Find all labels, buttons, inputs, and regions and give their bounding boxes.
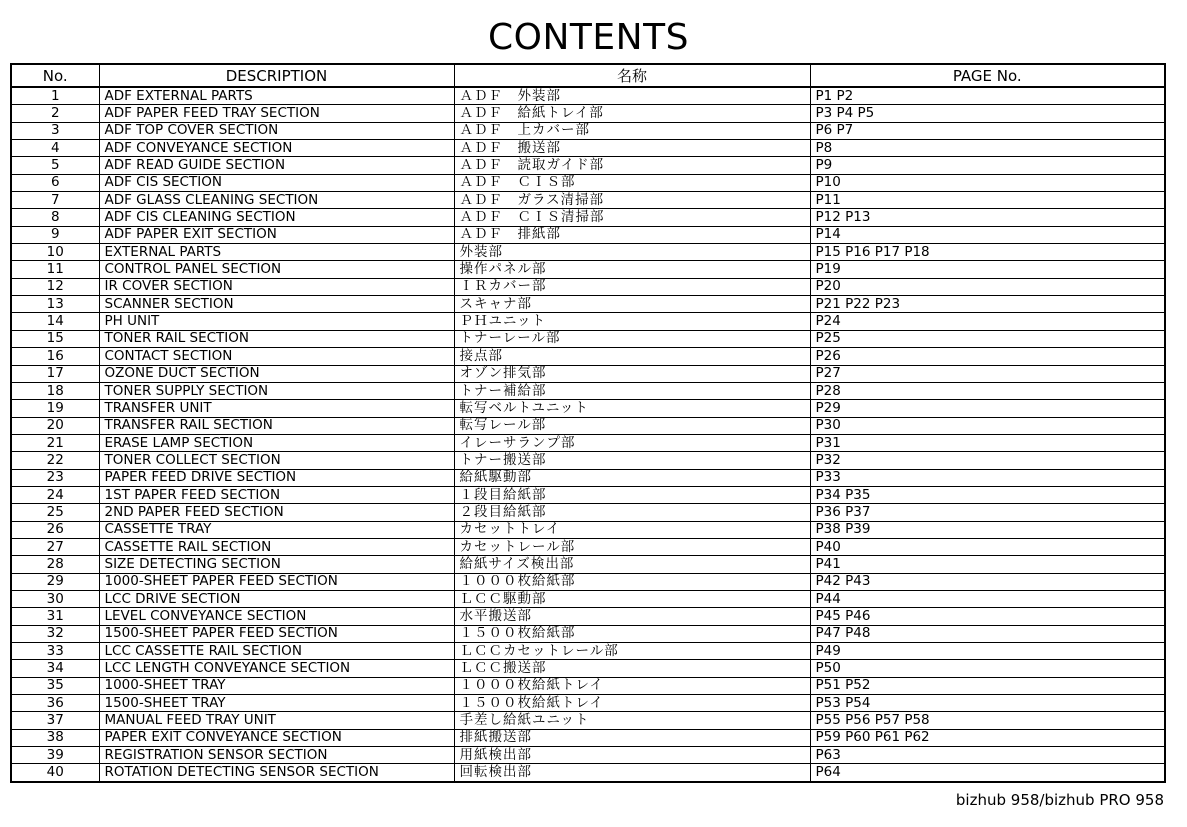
row-japanese-name: 給紙サイズ検出部 bbox=[454, 556, 810, 573]
row-page-numbers: P6 P7 bbox=[810, 122, 1164, 139]
contents-body bbox=[12, 87, 1164, 781]
row-number: 34 bbox=[12, 660, 99, 677]
row-japanese-name: スキャナ部 bbox=[454, 296, 810, 313]
row-page-numbers: P50 bbox=[810, 660, 1164, 677]
row-page-numbers: P59 P60 P61 P62 bbox=[810, 729, 1164, 746]
table-row bbox=[12, 417, 1164, 434]
row-japanese-name: ＡＤＦ 搬送部 bbox=[454, 140, 810, 157]
row-japanese-name: ＡＤＦ 外装部 bbox=[454, 87, 810, 105]
row-number: 19 bbox=[12, 400, 99, 417]
row-number: 22 bbox=[12, 452, 99, 469]
row-japanese-name: ＡＤＦ ＣＩＳ部 bbox=[454, 174, 810, 191]
row-japanese-name: ＬＣＣ駆動部 bbox=[454, 590, 810, 607]
row-description: TRANSFER RAIL SECTION bbox=[99, 417, 454, 434]
row-number: 31 bbox=[12, 608, 99, 625]
table-row bbox=[12, 365, 1164, 382]
row-number: 6 bbox=[12, 174, 99, 191]
table-row bbox=[12, 556, 1164, 573]
row-page-numbers: P28 bbox=[810, 382, 1164, 399]
row-japanese-name: 外装部 bbox=[454, 244, 810, 261]
table-row bbox=[12, 712, 1164, 729]
row-number: 1 bbox=[12, 87, 99, 105]
row-number: 36 bbox=[12, 695, 99, 712]
table-row bbox=[12, 677, 1164, 694]
row-japanese-name: カセットレール部 bbox=[454, 538, 810, 555]
row-page-numbers: P9 bbox=[810, 157, 1164, 174]
row-japanese-name: ＡＤＦ 上カバー部 bbox=[454, 122, 810, 139]
row-number: 7 bbox=[12, 192, 99, 209]
row-page-numbers: P47 P48 bbox=[810, 625, 1164, 642]
header-description: DESCRIPTION bbox=[99, 65, 454, 87]
row-japanese-name: ＡＤＦ 読取ガイド部 bbox=[454, 157, 810, 174]
row-number: 28 bbox=[12, 556, 99, 573]
row-page-numbers: P10 bbox=[810, 174, 1164, 191]
row-description: LEVEL CONVEYANCE SECTION bbox=[99, 608, 454, 625]
row-japanese-name: ＡＤＦ 排紙部 bbox=[454, 226, 810, 243]
table-row bbox=[12, 625, 1164, 642]
row-number: 13 bbox=[12, 296, 99, 313]
row-page-numbers: P33 bbox=[810, 469, 1164, 486]
row-number: 32 bbox=[12, 625, 99, 642]
row-page-numbers: P29 bbox=[810, 400, 1164, 417]
row-description: 1000-SHEET PAPER FEED SECTION bbox=[99, 573, 454, 590]
table-row bbox=[12, 140, 1164, 157]
row-description: EXTERNAL PARTS bbox=[99, 244, 454, 261]
table-row bbox=[12, 382, 1164, 399]
row-description: LCC CASSETTE RAIL SECTION bbox=[99, 643, 454, 660]
row-japanese-name: ２段目給紙部 bbox=[454, 504, 810, 521]
table-row bbox=[12, 192, 1164, 209]
row-description: CASSETTE RAIL SECTION bbox=[99, 538, 454, 555]
row-japanese-name: ＬＣＣカセットレール部 bbox=[454, 643, 810, 660]
row-description: TRANSFER UNIT bbox=[99, 400, 454, 417]
table-row bbox=[12, 486, 1164, 503]
row-japanese-name: １０００枚給紙部 bbox=[454, 573, 810, 590]
row-number: 30 bbox=[12, 590, 99, 607]
row-page-numbers: P44 bbox=[810, 590, 1164, 607]
row-number: 38 bbox=[12, 729, 99, 746]
row-japanese-name: １０００枚給紙トレイ bbox=[454, 677, 810, 694]
table-row bbox=[12, 747, 1164, 764]
row-number: 25 bbox=[12, 504, 99, 521]
row-japanese-name: 排紙搬送部 bbox=[454, 729, 810, 746]
row-japanese-name: ＡＤＦ ＣＩＳ清掃部 bbox=[454, 209, 810, 226]
model-footer: bizhub 958/bizhub PRO 958 bbox=[955, 791, 1164, 809]
row-number: 2 bbox=[12, 105, 99, 122]
table-row bbox=[12, 400, 1164, 417]
contents-table bbox=[12, 65, 1164, 781]
row-page-numbers: P41 bbox=[810, 556, 1164, 573]
row-page-numbers: P34 P35 bbox=[810, 486, 1164, 503]
table-row bbox=[12, 261, 1164, 278]
row-page-numbers: P3 P4 P5 bbox=[810, 105, 1164, 122]
row-description: ADF CIS SECTION bbox=[99, 174, 454, 191]
row-description: SIZE DETECTING SECTION bbox=[99, 556, 454, 573]
row-page-numbers: P42 P43 bbox=[810, 573, 1164, 590]
row-number: 3 bbox=[12, 122, 99, 139]
row-page-numbers: P63 bbox=[810, 747, 1164, 764]
row-japanese-name: 操作パネル部 bbox=[454, 261, 810, 278]
row-page-numbers: P51 P52 bbox=[810, 677, 1164, 694]
table-row bbox=[12, 608, 1164, 625]
row-number: 12 bbox=[12, 278, 99, 295]
table-row bbox=[12, 764, 1164, 781]
row-number: 8 bbox=[12, 209, 99, 226]
row-description: PH UNIT bbox=[99, 313, 454, 330]
row-description: CASSETTE TRAY bbox=[99, 521, 454, 538]
row-description: OZONE DUCT SECTION bbox=[99, 365, 454, 382]
row-description: ADF PAPER FEED TRAY SECTION bbox=[99, 105, 454, 122]
row-page-numbers: P53 P54 bbox=[810, 695, 1164, 712]
row-description: ADF PAPER EXIT SECTION bbox=[99, 226, 454, 243]
row-number: 20 bbox=[12, 417, 99, 434]
row-number: 23 bbox=[12, 469, 99, 486]
table-row bbox=[12, 122, 1164, 139]
table-row bbox=[12, 695, 1164, 712]
row-page-numbers: P14 bbox=[810, 226, 1164, 243]
row-description: ADF GLASS CLEANING SECTION bbox=[99, 192, 454, 209]
row-page-numbers: P26 bbox=[810, 348, 1164, 365]
row-page-numbers: P8 bbox=[810, 140, 1164, 157]
row-number: 18 bbox=[12, 382, 99, 399]
row-page-numbers: P32 bbox=[810, 452, 1164, 469]
row-japanese-name: オゾン排気部 bbox=[454, 365, 810, 382]
table-row bbox=[12, 87, 1164, 105]
table-row bbox=[12, 521, 1164, 538]
row-description: PAPER EXIT CONVEYANCE SECTION bbox=[99, 729, 454, 746]
row-japanese-name: ＡＤＦ 給紙トレイ部 bbox=[454, 105, 810, 122]
row-description: 1000-SHEET TRAY bbox=[99, 677, 454, 694]
row-description: TONER COLLECT SECTION bbox=[99, 452, 454, 469]
header-japanese-name: 名称 bbox=[454, 65, 810, 87]
row-number: 21 bbox=[12, 434, 99, 451]
row-page-numbers: P55 P56 P57 P58 bbox=[810, 712, 1164, 729]
row-number: 37 bbox=[12, 712, 99, 729]
row-description: TONER SUPPLY SECTION bbox=[99, 382, 454, 399]
row-number: 5 bbox=[12, 157, 99, 174]
row-japanese-name: 回転検出部 bbox=[454, 764, 810, 781]
row-page-numbers: P40 bbox=[810, 538, 1164, 555]
row-description: IR COVER SECTION bbox=[99, 278, 454, 295]
table-row bbox=[12, 157, 1164, 174]
row-description: LCC LENGTH CONVEYANCE SECTION bbox=[99, 660, 454, 677]
row-description: ROTATION DETECTING SENSOR SECTION bbox=[99, 764, 454, 781]
row-description: 1ST PAPER FEED SECTION bbox=[99, 486, 454, 503]
row-page-numbers: P25 bbox=[810, 330, 1164, 347]
row-japanese-name: 転写レール部 bbox=[454, 417, 810, 434]
row-page-numbers: P36 P37 bbox=[810, 504, 1164, 521]
row-description: ADF TOP COVER SECTION bbox=[99, 122, 454, 139]
row-page-numbers: P30 bbox=[810, 417, 1164, 434]
row-japanese-name: ＩＲカバー部 bbox=[454, 278, 810, 295]
row-page-numbers: P20 bbox=[810, 278, 1164, 295]
row-page-numbers: P27 bbox=[810, 365, 1164, 382]
row-japanese-name: トナーレール部 bbox=[454, 330, 810, 347]
table-row bbox=[12, 313, 1164, 330]
contents-table-frame bbox=[10, 63, 1166, 783]
row-page-numbers: P1 P2 bbox=[810, 87, 1164, 105]
row-number: 16 bbox=[12, 348, 99, 365]
header-row bbox=[12, 65, 1164, 87]
row-japanese-name: 給紙駆動部 bbox=[454, 469, 810, 486]
row-japanese-name: カセットトレイ bbox=[454, 521, 810, 538]
row-japanese-name: 用紙検出部 bbox=[454, 747, 810, 764]
table-row bbox=[12, 174, 1164, 191]
row-japanese-name: ＡＤＦ ガラス清掃部 bbox=[454, 192, 810, 209]
table-row bbox=[12, 348, 1164, 365]
row-page-numbers: P15 P16 P17 P18 bbox=[810, 244, 1164, 261]
row-page-numbers: P19 bbox=[810, 261, 1164, 278]
row-japanese-name: 転写ベルトユニット bbox=[454, 400, 810, 417]
header-page-no: PAGE No. bbox=[810, 65, 1164, 87]
row-number: 17 bbox=[12, 365, 99, 382]
row-number: 4 bbox=[12, 140, 99, 157]
row-number: 10 bbox=[12, 244, 99, 261]
row-japanese-name: ＰＨユニット bbox=[454, 313, 810, 330]
row-page-numbers: P49 bbox=[810, 643, 1164, 660]
row-number: 27 bbox=[12, 538, 99, 555]
row-description: ADF EXTERNAL PARTS bbox=[99, 87, 454, 105]
table-row bbox=[12, 504, 1164, 521]
row-number: 39 bbox=[12, 747, 99, 764]
table-row bbox=[12, 729, 1164, 746]
table-row bbox=[12, 278, 1164, 295]
row-page-numbers: P64 bbox=[810, 764, 1164, 781]
row-japanese-name: トナー搬送部 bbox=[454, 452, 810, 469]
row-page-numbers: P21 P22 P23 bbox=[810, 296, 1164, 313]
row-number: 15 bbox=[12, 330, 99, 347]
row-description: 1500-SHEET PAPER FEED SECTION bbox=[99, 625, 454, 642]
row-page-numbers: P38 P39 bbox=[810, 521, 1164, 538]
table-row bbox=[12, 105, 1164, 122]
row-description: ADF READ GUIDE SECTION bbox=[99, 157, 454, 174]
row-japanese-name: トナー補給部 bbox=[454, 382, 810, 399]
row-japanese-name: １５００枚給紙トレイ bbox=[454, 695, 810, 712]
table-row bbox=[12, 209, 1164, 226]
row-japanese-name: 接点部 bbox=[454, 348, 810, 365]
row-number: 40 bbox=[12, 764, 99, 781]
row-japanese-name: イレーサランプ部 bbox=[454, 434, 810, 451]
row-description: PAPER FEED DRIVE SECTION bbox=[99, 469, 454, 486]
row-description: 1500-SHEET TRAY bbox=[99, 695, 454, 712]
header-no: No. bbox=[12, 65, 99, 87]
table-row bbox=[12, 469, 1164, 486]
table-row bbox=[12, 643, 1164, 660]
row-description: ERASE LAMP SECTION bbox=[99, 434, 454, 451]
table-row bbox=[12, 330, 1164, 347]
row-page-numbers: P24 bbox=[810, 313, 1164, 330]
row-number: 26 bbox=[12, 521, 99, 538]
row-number: 14 bbox=[12, 313, 99, 330]
row-description: ADF CIS CLEANING SECTION bbox=[99, 209, 454, 226]
table-row bbox=[12, 452, 1164, 469]
table-row bbox=[12, 660, 1164, 677]
table-row bbox=[12, 226, 1164, 243]
row-description: CONTACT SECTION bbox=[99, 348, 454, 365]
table-row bbox=[12, 573, 1164, 590]
page-title: CONTENTS bbox=[488, 17, 689, 58]
row-page-numbers: P31 bbox=[810, 434, 1164, 451]
row-japanese-name: １段目給紙部 bbox=[454, 486, 810, 503]
table-row bbox=[12, 538, 1164, 555]
row-number: 11 bbox=[12, 261, 99, 278]
row-description: CONTROL PANEL SECTION bbox=[99, 261, 454, 278]
row-description: ADF CONVEYANCE SECTION bbox=[99, 140, 454, 157]
table-row bbox=[12, 590, 1164, 607]
row-japanese-name: 手差し給紙ユニット bbox=[454, 712, 810, 729]
row-description: 2ND PAPER FEED SECTION bbox=[99, 504, 454, 521]
table-row bbox=[12, 434, 1164, 451]
table-row bbox=[12, 296, 1164, 313]
row-number: 35 bbox=[12, 677, 99, 694]
row-description: REGISTRATION SENSOR SECTION bbox=[99, 747, 454, 764]
row-page-numbers: P11 bbox=[810, 192, 1164, 209]
row-description: MANUAL FEED TRAY UNIT bbox=[99, 712, 454, 729]
row-number: 24 bbox=[12, 486, 99, 503]
row-japanese-name: ＬＣＣ搬送部 bbox=[454, 660, 810, 677]
row-description: LCC DRIVE SECTION bbox=[99, 590, 454, 607]
row-japanese-name: １５００枚給紙部 bbox=[454, 625, 810, 642]
row-japanese-name: 水平搬送部 bbox=[454, 608, 810, 625]
row-number: 33 bbox=[12, 643, 99, 660]
row-number: 9 bbox=[12, 226, 99, 243]
table-row bbox=[12, 244, 1164, 261]
row-page-numbers: P45 P46 bbox=[810, 608, 1164, 625]
row-number: 29 bbox=[12, 573, 99, 590]
row-description: TONER RAIL SECTION bbox=[99, 330, 454, 347]
row-description: SCANNER SECTION bbox=[99, 296, 454, 313]
row-page-numbers: P12 P13 bbox=[810, 209, 1164, 226]
